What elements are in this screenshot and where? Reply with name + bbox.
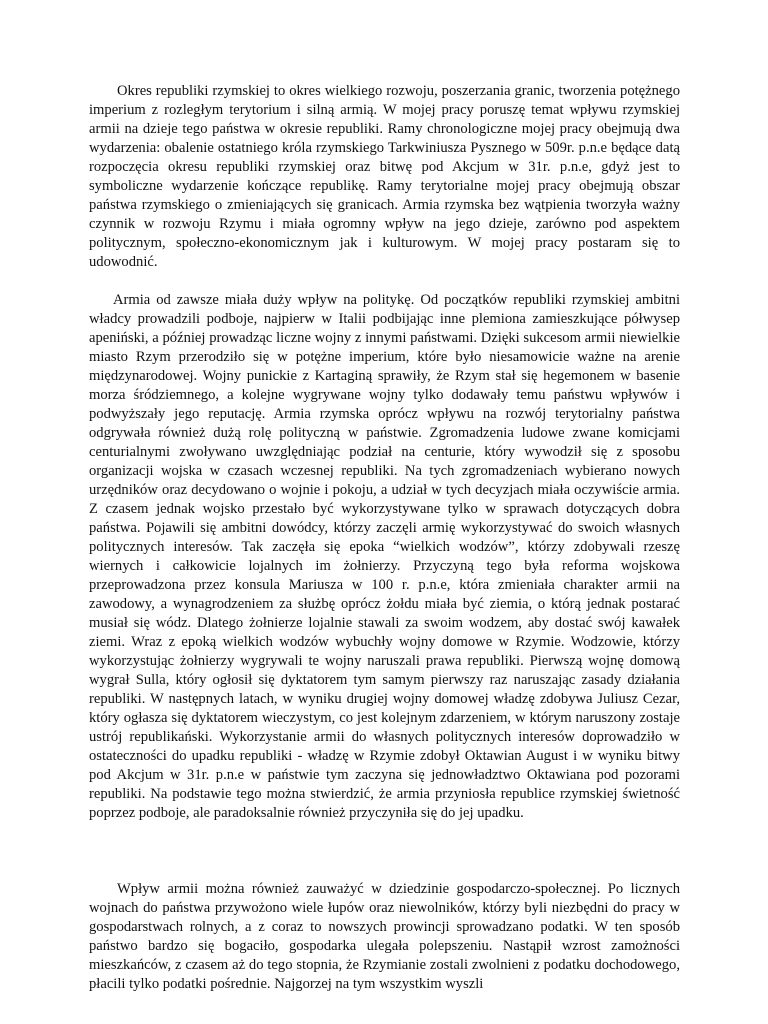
- paragraph-introduction: Okres republiki rzymskiej to okres wielkiego rozwoju, poszerzania granic, tworzenia potężnego imperium z rozległym terytorium i silną armią. W mojej pracy poruszę temat wpływu rzymskiej armii na dzieje tego państwa w okresie republiki. Ramy chronologiczne mojej pracy obejmują dwa wydarzenia: obalenie ostatniego króla rzymskiego Tarkwiniusza Pysznego w 509r. p.n.e będące datą rozpoczęcia okresu republiki rzymskiej oraz bitwę pod Akcjum w 31r. p.n.e, gdyż jest to symboliczne wydarzenie kończące republikę. Ramy terytorialne mojej pracy obejmują obszar państwa rzymskiego o zmieniających się granicach. Armia rzymska bez wątpienia tworzyła ważny czynnik w rozwoju Rzymu i miała ogromny wpływ na jego dzieje, zarówno pod aspektem politycznym, społeczno-ekonomicznym jak i kulturowym. W mojej pracy postaram się to udowodnić.: [89, 83, 680, 270]
- paragraph-army-politics: Armia od zawsze miała duży wpływ na politykę. Od początków republiki rzymskiej ambitni władcy prowadzili podboje, najpierw w Italii podbijając inne plemiona zamieszkujące półwysep apeniński, a później prowadząc liczne wojny z innymi państwami. Dzięki sukcesom armii niewielkie miasto Rzym przerodziło się w potężne imperium, które było niesamowicie ważne na arenie międzynarodowej. Wojny punickie z Kartaginą sprawiły, że Rzym stał się hegemonem w basenie morza śródziemnego, a kolejne wygrywane wojny tylko dodawały temu państwu wpływów i podwyższały jego reputację. Armia rzymska oprócz wpływu na rozwój terytorialny państwa odgrywała również dużą rolę polityczną w państwie. Zgromadzenia ludowe zwane komicjami centurialnymi zwoływano uwzględniając podział na centurie, który wywodził się z sposobu organizacji wojska w czasach wczesnej republiki. Na tych zgromadzeniach wybierano nowych urzędników oraz decydowano o wojnie i pokoju, a udział w tych decyzjach miała oczywiście armia. Z czasem jednak wojsko przestało być wykorzystywane tylko w sprawach dotyczących dobra państwa. Pojawili się ambitni dowódcy, którzy zaczęli armię wykorzystywać do swoich własnych politycznych interesów. Tak zaczęła się epoka “wielkich wodzów”, którzy zdobywali rzeszę wiernych i całkowicie lojalnych im żołnierzy. Przyczyną tego była reforma wojskowa przeprowadzona przez konsula Mariusza w 100 r. p.n.e, która zmieniała charakter armii na zawodowy, a wynagrodzeniem za służbę oprócz żołdu miała być ziemia, o którą jednak postarać musiał się wódz. Dlatego żołnierze lojalnie stawali za swoim wodzem, aby dostać swój kawałek ziemi. Wraz z epoką wielkich wodzów wybuchły wojny domowe w Rzymie. Wodzowie, którzy wykorzystując żołnierzy wygrywali te wojny naruszali prawa republiki. Pierwszą wojnę domową wygrał Sulla, który ogłosił się dyktatorem tym samym pierwszy raz naruszając zasady działania republiki. W następnych latach, w wyniku drugiej wojny domowej władzę zdobywa Juliusz Cezar, który ogłasza się dyktatorem wieczystym, co jest kolejnym zdarzeniem, w którym naruszony zostaje ustrój republikański. Wykorzystanie armii do własnych politycznych interesów doprowadziło w ostateczności do upadku republiki - władzę w Rzymie zdobył Oktawian August i w wyniku bitwy pod Akcjum w 31r. p.n.e w państwie tym zaczyna się jednowładztwo Oktawiana pod pozorami republiki. Na podstawie tego można stwierdzić, że armia przyniosła republice rzymskiej świetność poprzez podboje, ale paradoksalnie również przyczyniła się do jej upadku.: [89, 292, 680, 821]
- document-page: [89, 82, 680, 994]
- paragraph-army-economy: Wpływ armii można również zauważyć w dziedzinie gospodarczo-społecznej. Po licznych wojnach do państwa przywożono wiele łupów oraz niewolników, którzy byli niezbędni do pracy w gospodarstwach rolnych, a z coraz to nowszych prowincji sprowadzano podatki. W ten sposób państwo bardzo się bogaciło, gospodarka ulegała polepszeniu. Nastąpił wzrost zamożności mieszkańców, z czasem aż do tego stopnia, że Rzymianie zostali zwolnieni z podatku dochodowego, płacili tylko podatki pośrednie. Najgorzej na tym wszystkim wyszli: [89, 881, 680, 992]
